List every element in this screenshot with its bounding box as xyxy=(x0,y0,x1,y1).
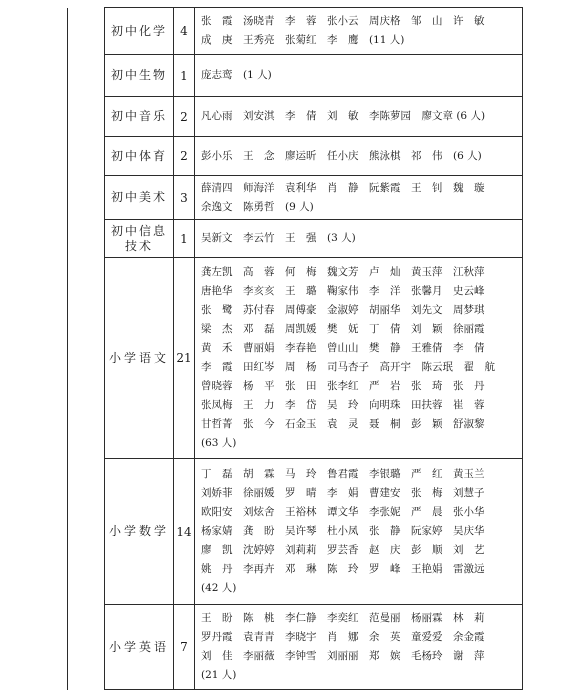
count-cell: 1 xyxy=(174,220,195,258)
names-line: 凡心雨 刘安淇 李 倩 刘 敏 李陈萝园 廖文章 (6 人) xyxy=(201,110,486,122)
table-row xyxy=(68,55,523,97)
subject-cell: 初中美术 xyxy=(105,176,174,220)
names-line: 甘哲菁 张 今 石金玉 袁 灵 聂 桐 彭 颖 舒淑黎 xyxy=(201,418,485,430)
count-cell: 3 xyxy=(174,176,195,220)
names-cell xyxy=(195,220,523,258)
names-line: 欧阳安 刘炫舍 王裕林 谭文华 李张妮 严 晨 张小华 xyxy=(201,506,485,518)
count-cell: 2 xyxy=(174,137,195,176)
table-row xyxy=(68,258,523,459)
count-cell: 21 xyxy=(174,258,195,459)
names-line: 杨家婧 龚 盼 吴许琴 杜小凤 张 静 阮家婷 吴庆华 xyxy=(201,525,485,537)
table-row xyxy=(68,220,523,258)
names-line: 丁 磊 胡 霖 马 玲 鲁君霞 李银璐 严 红 黄玉兰 xyxy=(201,468,485,480)
names-line: 刘 佳 李丽薇 李钟雪 刘丽丽 郑 嫔 毛杨玲 谢 萍 xyxy=(201,650,485,662)
count-cell: 7 xyxy=(174,605,195,690)
names-line: 薛清四 师海洋 袁利华 肖 静 阮紫霞 王 钊 魏 璇 xyxy=(201,181,485,194)
count-cell: 1 xyxy=(174,55,195,97)
names-line: 张凤梅 王 力 李 岱 吴 玲 向明珠 田扶蓉 崔 蓉 xyxy=(201,399,485,411)
table-row xyxy=(68,8,523,55)
subject-cell: 初中体育 xyxy=(105,137,174,176)
subject-cell: 小学数学 xyxy=(105,459,174,605)
names-line: 梁 杰 邓 磊 周凯媛 樊 妩 丁 倩 刘 颖 徐丽霞 xyxy=(201,323,485,335)
names-line: 彭小乐 王 念 廖运昕 任小庆 熊泳棋 祁 伟 (6 人) xyxy=(201,149,482,162)
subject-cell: 初中生物 xyxy=(105,55,174,97)
names-line: 龚左凯 高 蓉 何 梅 魏文芳 卢 灿 黄玉萍 江秋萍 xyxy=(201,266,485,278)
subject-cell: 初中音乐 xyxy=(105,97,174,137)
names-line: 曾晓蓉 杨 平 张 田 张李红 严 岩 张 琦 张 丹 xyxy=(201,380,485,392)
table-row xyxy=(68,176,523,220)
table-row xyxy=(68,459,523,605)
names-cell xyxy=(195,176,523,220)
names-line: 庞志鸾 (1 人) xyxy=(201,69,272,81)
names-line: 张 霞 汤晓青 李 蓉 张小云 周庆格 邹 山 许 敏 xyxy=(201,15,485,27)
table-row xyxy=(68,137,523,176)
names-cell xyxy=(195,55,523,97)
names-line: 廖 凯 沈婷婷 刘莉莉 罗芸香 赵 庆 彭 顺 刘 艺 xyxy=(201,544,485,556)
table-row xyxy=(68,605,523,690)
names-line: 唐艳华 李亥亥 王 璐 鞠家伟 李 洋 张馨月 史云峰 xyxy=(201,285,485,297)
names-line: 罗丹霞 袁青青 李晓宇 肖 娜 余 英 童爱爱 余金霞 xyxy=(201,631,485,643)
subject-cell: 初中信息技术 xyxy=(105,220,174,258)
table-row xyxy=(68,97,523,137)
names-line: (42 人) xyxy=(201,582,237,594)
names-line: 王 盼 陈 桃 李仁静 李奕红 范曼丽 杨丽霖 林 莉 xyxy=(201,612,485,624)
names-line: 张 鹭 苏付春 周傅豪 金淑婷 胡丽华 刘先文 周梦琪 xyxy=(201,304,485,316)
names-line: 余逸文 陈勇哲 (9 人) xyxy=(201,200,314,213)
subject-cell: 初中化学 xyxy=(105,8,174,55)
names-cell xyxy=(195,459,523,605)
merged-left-cell xyxy=(68,8,105,690)
names-cell xyxy=(195,97,523,137)
names-line: (21 人) xyxy=(201,669,237,681)
count-cell: 4 xyxy=(174,8,195,55)
names-line: (63 人) xyxy=(201,437,237,449)
names-line: 李 霞 田红岑 周 杨 司马杏子 高开宇 陈云珉 翟 航 xyxy=(201,361,495,373)
names-line: 成 庚 王秀亮 张菊红 李 鹰 (11 人) xyxy=(201,34,405,46)
names-line: 姚 丹 李再卉 邓 琳 陈 玲 罗 峰 王艳娟 雷激远 xyxy=(201,563,485,575)
names-cell xyxy=(195,258,523,459)
subject-cell: 小学语文 xyxy=(105,258,174,459)
names-line: 吴新文 李云竹 王 强 (3 人) xyxy=(201,232,356,244)
names-cell xyxy=(195,605,523,690)
names-cell xyxy=(195,137,523,176)
subject-cell: 小学英语 xyxy=(105,605,174,690)
names-line: 黄 禾 曹丽娟 李春艳 曾山山 樊 静 王雅倩 李 倩 xyxy=(201,342,485,354)
names-line: 刘娇菲 徐丽媛 罗 晴 李 娟 曹建安 张 梅 刘慧子 xyxy=(201,487,485,499)
teacher-list-table xyxy=(67,7,523,690)
count-cell: 2 xyxy=(174,97,195,137)
count-cell: 14 xyxy=(174,459,195,605)
names-cell xyxy=(195,8,523,55)
